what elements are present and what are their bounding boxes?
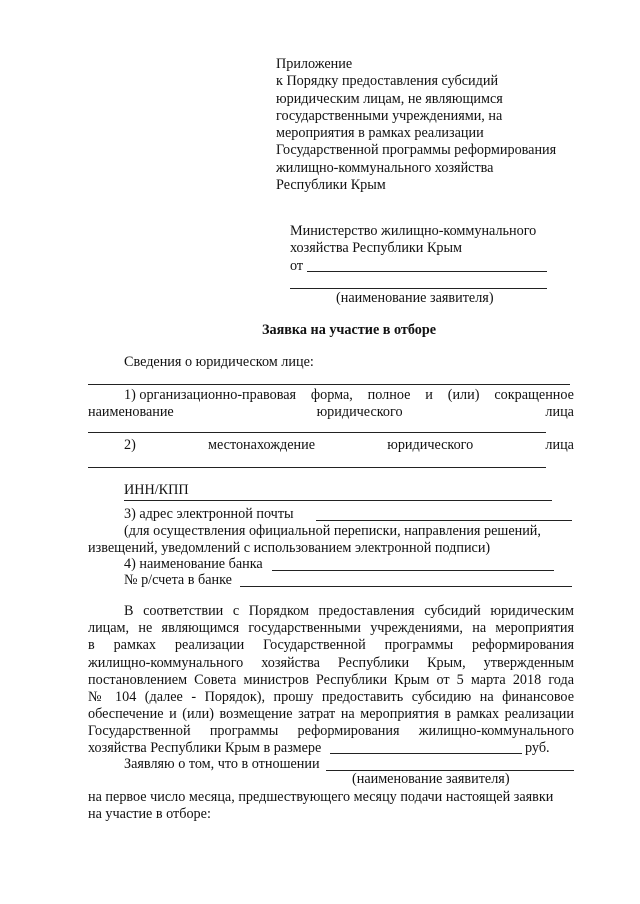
company-name-blank-top[interactable] <box>88 384 570 385</box>
email-blank[interactable] <box>316 520 572 521</box>
bank-label: 4) наименование банка <box>124 556 263 572</box>
email-label: 3) адрес электронной почты <box>124 506 294 522</box>
appendix-line: к Порядку предоставления субсидий <box>276 73 499 90</box>
declaration-caption: (наименование заявителя) <box>352 771 510 787</box>
location-blank[interactable] <box>88 467 546 468</box>
paragraph-line: в рамках реализации Государственной программы реформирования <box>88 637 574 654</box>
addressee-line1: Министерство жилищно-коммунального <box>290 223 537 239</box>
account-blank[interactable] <box>240 586 572 587</box>
document-title: Заявка на участие в отборе <box>262 322 437 338</box>
appendix-line: Республики Крым <box>276 177 386 194</box>
from-blank[interactable] <box>307 271 547 272</box>
item1-line1: 1) организационно-правовая форма, полное и (или) сокращенное <box>124 387 574 403</box>
appendix-block <box>276 56 556 194</box>
addressee-line2: хозяйства Республики Крым <box>290 240 463 256</box>
inn-kpp-blank[interactable] <box>124 500 552 501</box>
appendix-line: Приложение <box>276 56 353 72</box>
from-label: от <box>290 258 304 274</box>
item1-line2: наименование юридического лица <box>88 404 574 420</box>
inn-kpp-label: ИНН/КПП <box>124 482 189 498</box>
item2-line: 2) местонахождение юридического лица <box>124 437 574 453</box>
declaration-line2: на первое число месяца, предшествующего месяцу подачи настоящей заявки <box>88 789 554 805</box>
applicant-caption: (наименование заявителя) <box>336 290 494 306</box>
appendix-line: жилищно-коммунального хозяйства <box>276 159 494 176</box>
currency-label: руб. <box>525 740 550 756</box>
bank-blank[interactable] <box>272 570 554 571</box>
appendix-line: государственными учреждениями, на <box>276 107 503 124</box>
main-paragraph <box>88 603 574 741</box>
appendix-line: юридическим лицам, не являющимся <box>276 90 503 107</box>
paragraph-line: Государственной программы реформирования жилищно-коммунального <box>88 723 574 740</box>
declaration-line3: на участие в отборе: <box>88 806 211 822</box>
amount-line-text: хозяйства Республики Крым в размере <box>88 740 322 756</box>
account-label: № р/счета в банке <box>124 572 232 588</box>
appendix-line: мероприятия в рамках реализации <box>276 125 484 142</box>
paragraph-line: обеспечение и (или) возмещение затрат на мероприятия в рамках реализации <box>88 706 574 723</box>
paragraph-line: В соответствии с Порядком предоставления субсидий юридическим <box>124 603 574 619</box>
email-note-line2: извещений, уведомлений с использованием электронной подписи) <box>88 540 491 556</box>
declaration-text: Заявляю о том, что в отношении <box>124 756 320 772</box>
amount-blank[interactable] <box>330 753 522 754</box>
paragraph-line: № 104 (далее - Порядок), прошу предоставить субсидию на финансовое <box>88 689 574 706</box>
paragraph-line: лицам, не являющимся государственными учреждениями, на мероприятия <box>88 620 574 637</box>
appendix-line: Государственной программы реформирования <box>276 142 557 159</box>
paragraph-line: постановлением Совета министров Республики Крым от 5 марта 2018 года <box>88 671 574 688</box>
company-info-heading: Сведения о юридическом лице: <box>124 354 314 370</box>
email-note-line1: (для осуществления официальной переписки, направления решений, <box>124 523 541 539</box>
from-blank-2[interactable] <box>290 288 547 289</box>
company-name-blank[interactable] <box>88 432 546 433</box>
paragraph-line: жилищно-коммунального хозяйства Республики Крым, утвержденным <box>88 654 574 671</box>
